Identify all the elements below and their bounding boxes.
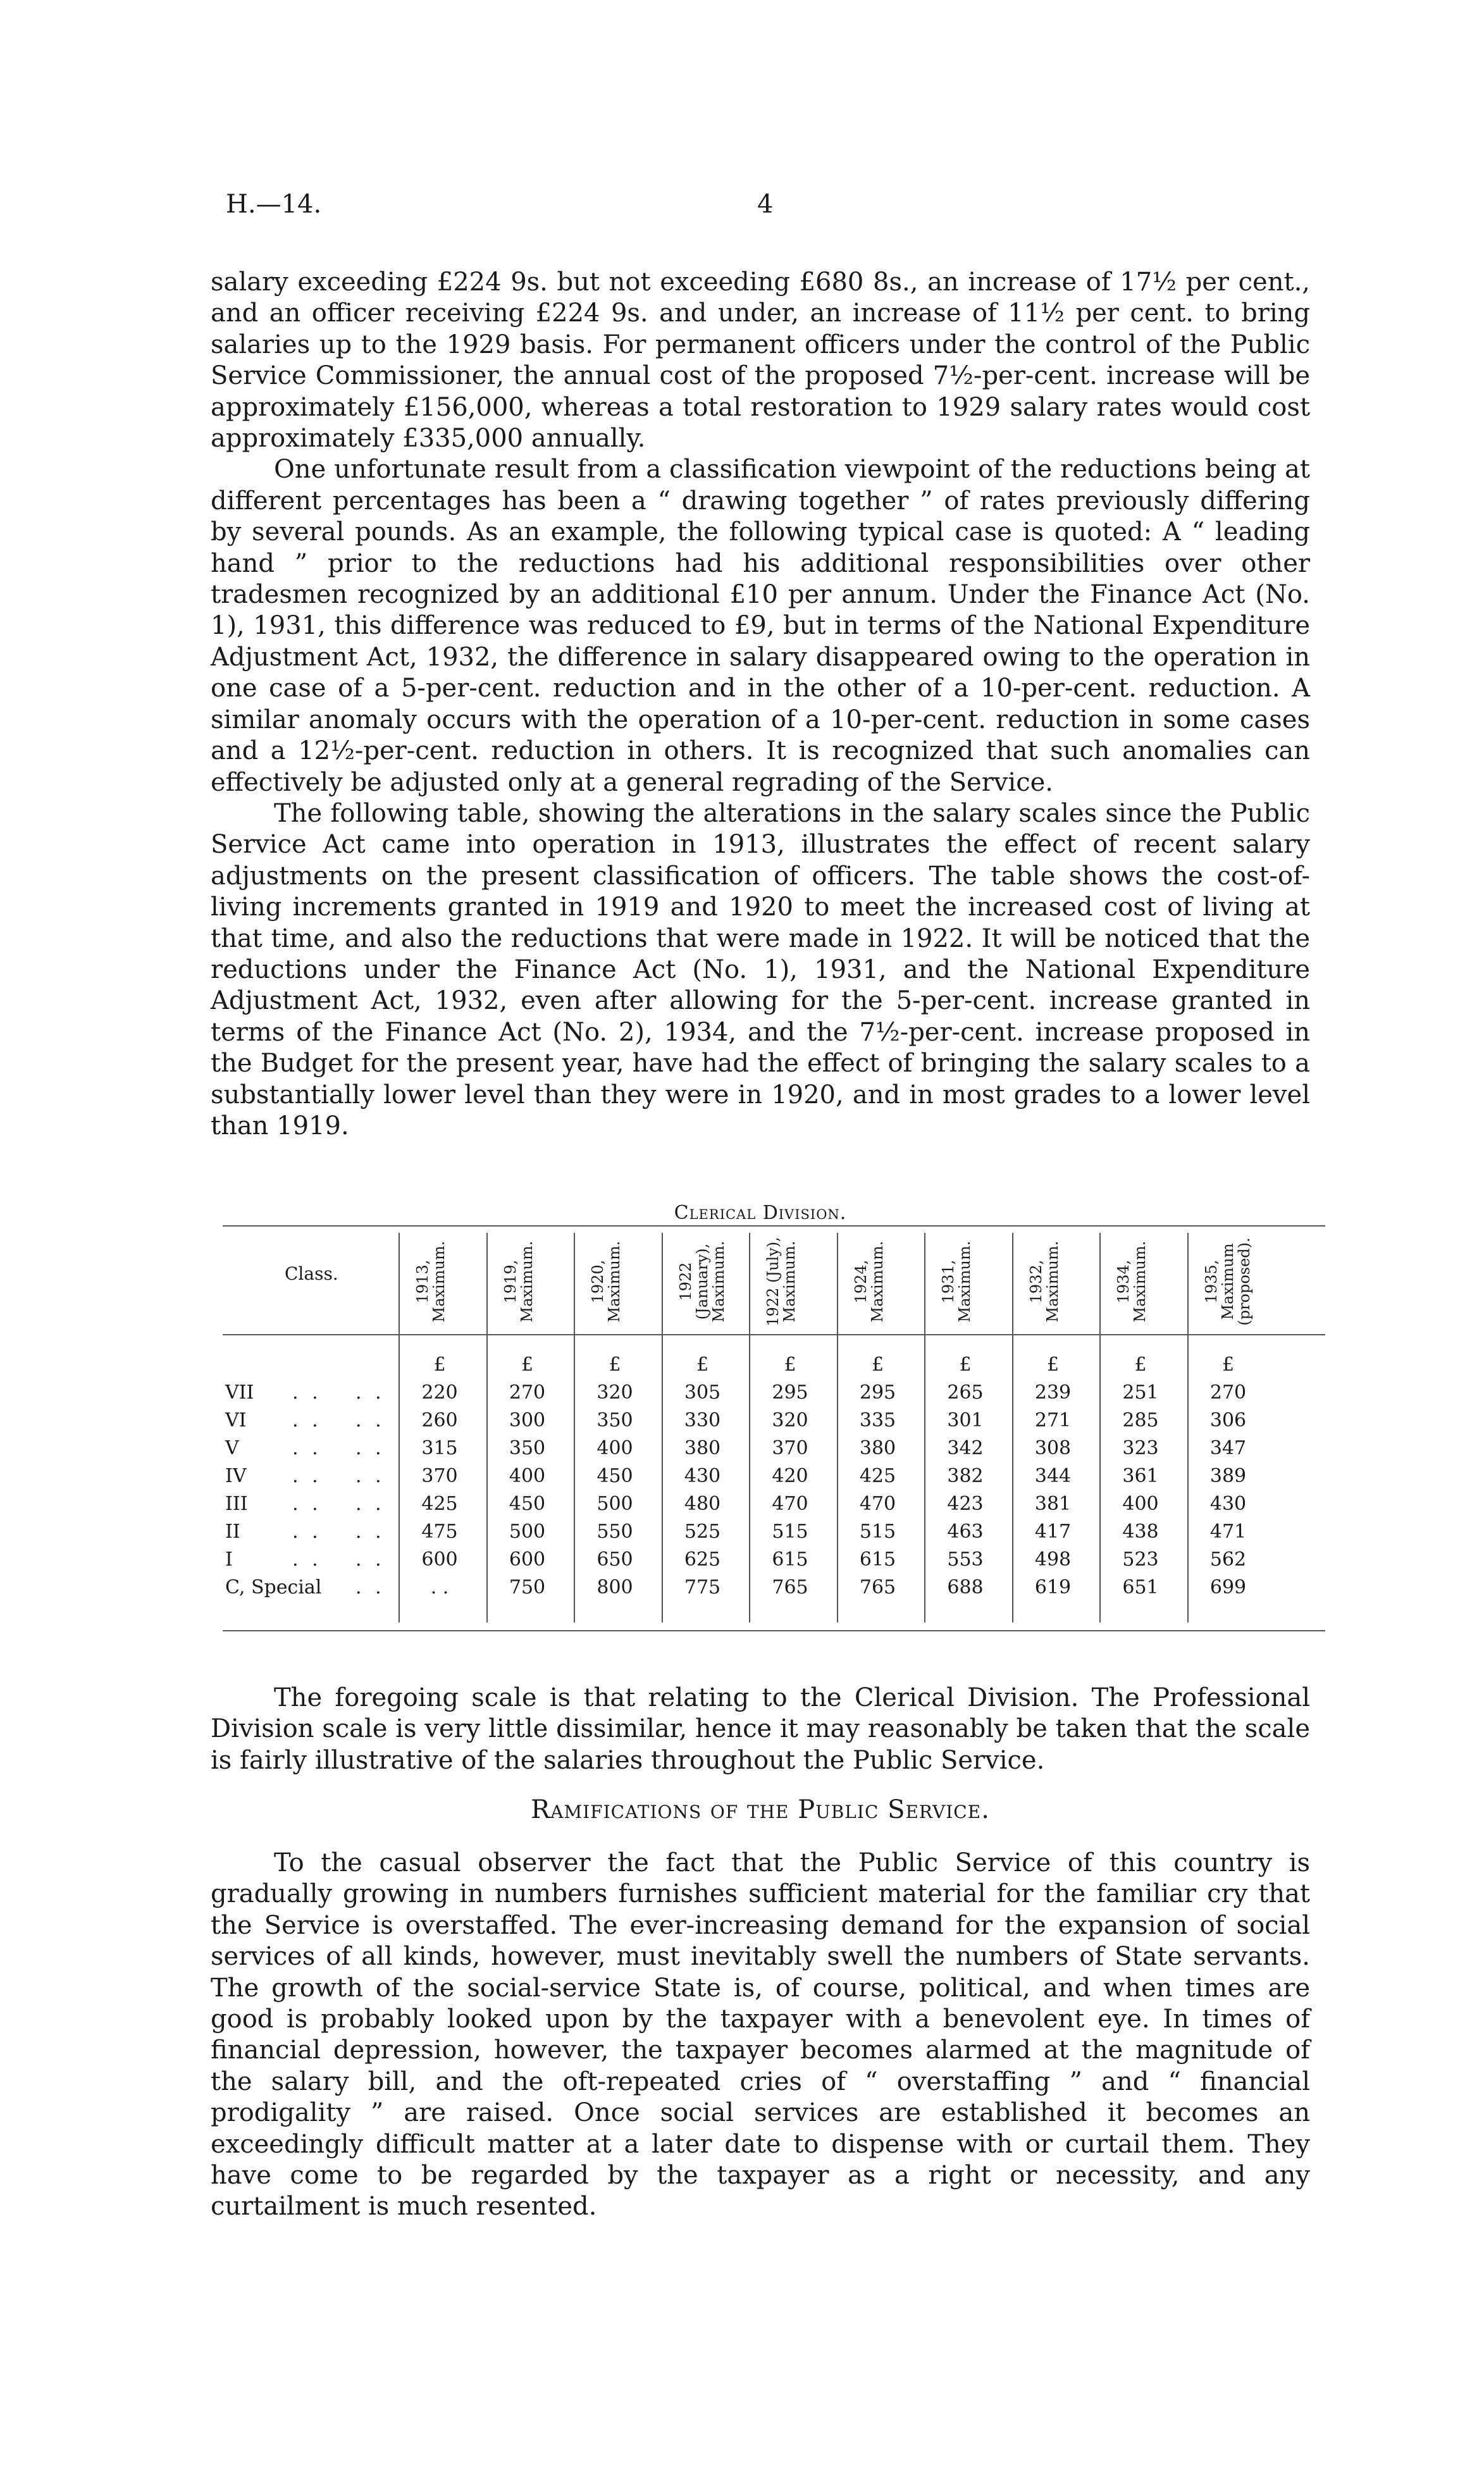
leader-dots: . .: [356, 1382, 385, 1404]
paragraph-foregoing-scale: The foregoing scale is that relating to the Clerical Division. The Professional Division scale is very little dissimilar, hence it may reasonably be taken that the scale is fairly illustrative of the salaries throughout the Public Service.: [211, 1683, 1310, 1775]
table-cell: 471: [1209, 1521, 1247, 1543]
page-number: 4: [757, 190, 774, 219]
table-cell: 775: [684, 1576, 721, 1598]
leader-dots: . .: [292, 1493, 322, 1515]
table-cell: 625: [684, 1549, 721, 1571]
leader-dots: . .: [356, 1493, 385, 1515]
class-label: VI: [225, 1409, 247, 1431]
currency-symbol: £: [521, 1354, 534, 1376]
table-cell: 430: [684, 1465, 721, 1487]
paragraph-anomalies: One unfortunate result from a classification viewpoint of the reductions being at different percentages has been a “ drawing together ” of rates previously differing by several pounds. As an example, the following typical case is quoted: A “ leading hand ” prior to the reductions had his additional responsibilities over other tradesmen recognized by an additional £10 per annum. Under the Finance Act (No. 1), 1931, this difference was reduced to £9, but in terms of the National Expenditure Adjustment Act, 1932, the difference in salary disappeared owing to the operation in one case of a 5-per-cent. reduction and in the other of a 10-per-cent. reduction. A similar anomaly occurs with the operation of a 10-per-cent. reduction in some cases and a 12½-per-cent. reduction in others. It is recognized that such anomalies can effectively be adjusted only at a general regrading of the Service.: [211, 455, 1310, 797]
table-cell: 450: [597, 1465, 633, 1487]
class-label: VII: [225, 1382, 254, 1404]
table-cell: 417: [1034, 1521, 1072, 1543]
table-cell: 650: [597, 1549, 633, 1571]
table-cell: 342: [947, 1437, 984, 1459]
table-cell: 425: [859, 1465, 896, 1487]
table-cell: 498: [1034, 1549, 1072, 1571]
table-cell: 380: [859, 1437, 896, 1459]
table-cell: 420: [772, 1465, 808, 1487]
table-cell: 251: [1122, 1382, 1159, 1404]
table-cell: 800: [597, 1576, 633, 1598]
body-text-top: [211, 267, 1310, 1142]
table-cell: 315: [421, 1437, 458, 1459]
table-cell: . .: [430, 1576, 449, 1598]
table-cell: 301: [947, 1409, 984, 1431]
table-cell: 260: [421, 1409, 458, 1431]
column-header: 1922 (July), Maximum.: [764, 1237, 798, 1326]
column-header: 1920, Maximum.: [589, 1240, 623, 1323]
class-column-header: Class.: [285, 1263, 338, 1284]
currency-symbol: £: [433, 1354, 446, 1376]
leader-dots: . .: [356, 1521, 385, 1543]
table-cell: 344: [1034, 1465, 1072, 1487]
table-cell: 320: [772, 1409, 808, 1431]
table-cell: 271: [1034, 1409, 1072, 1431]
table-cell: 306: [1209, 1409, 1247, 1431]
table-cell: 323: [1122, 1437, 1159, 1459]
leader-dots: . .: [356, 1409, 385, 1431]
table-cell: 615: [859, 1549, 896, 1571]
paragraph-continuation: salary exceeding £224 9s. but not exceeding £680 8s., an increase of 17½ per cent., and an officer receiving £224 9s. and under, an increase of 11½ per cent. to bring salaries up to the 1929 basis. For permanent officers under the control of the Public Service Commissioner, the annual cost of the proposed 7½-per-cent. increase will be approximately £156,000, whereas a total restoration to 1929 salary rates would cost approximately £335,000 annually.: [211, 268, 1310, 454]
table-cell: 239: [1034, 1382, 1072, 1404]
table-cell: 295: [859, 1382, 896, 1404]
table-cell: 270: [509, 1382, 546, 1404]
leader-dots: . .: [356, 1465, 385, 1487]
class-label: I: [225, 1549, 233, 1571]
class-label: II: [225, 1521, 240, 1543]
table-cell: 381: [1034, 1493, 1072, 1515]
table-bottom-rule: [223, 1630, 1325, 1631]
table-cell: 463: [947, 1521, 984, 1543]
salary-table: [223, 1225, 1325, 1630]
leader-dots: . .: [292, 1409, 322, 1431]
table-cell: 450: [509, 1493, 546, 1515]
column-header: 1935, Maximum (proposed).: [1202, 1237, 1253, 1326]
table-cell: 615: [772, 1549, 808, 1571]
table-cell: 600: [509, 1549, 546, 1571]
table-cell: 600: [421, 1549, 458, 1571]
column-rule: [1012, 1233, 1013, 1623]
currency-symbol: £: [1046, 1354, 1060, 1376]
table-cell: 270: [1209, 1382, 1247, 1404]
body-text-after-table: [211, 1683, 1310, 1776]
column-header: 1932, Maximum.: [1027, 1240, 1061, 1323]
table-cell: 295: [772, 1382, 808, 1404]
currency-symbol: £: [784, 1354, 796, 1376]
column-rule: [837, 1233, 838, 1623]
table-cell: 425: [421, 1493, 458, 1515]
column-header: 1922 (January), Maximum.: [676, 1240, 727, 1323]
table-cell: 500: [509, 1521, 546, 1543]
table-cell: 765: [772, 1576, 808, 1598]
column-rule: [486, 1233, 488, 1623]
table-cell: 562: [1209, 1549, 1247, 1571]
column-rule: [662, 1233, 663, 1623]
paragraph-ramifications: To the casual observer the fact that the Public Service of this country is gradually growing in numbers furnishes sufficient material for the familiar cry that the Service is overstaffed. The ever-increasing demand for the expansion of social services of all kinds, however, must inevitably swell the numbers of State servants. The growth of the social-service State is, of course, political, and when times are good is probably looked upon by the taxpayer with a benevolent eye. In times of financial depression, however, the taxpayer becomes alarmed at the magnitude of the salary bill, and the oft-repeated cries of “ overstaffing ” and “ financial prodigality ” are raised. Once social services are established it becomes an exceedingly difficult matter at a later date to dispense with or curtail them. They have come to be regarded by the taxpayer as a right or necessity, and any curtailment is much resented.: [211, 1848, 1310, 2222]
class-label: V: [225, 1437, 239, 1459]
column-header: 1919, Maximum.: [501, 1240, 536, 1323]
table-cell: 380: [684, 1437, 721, 1459]
column-rule: [574, 1233, 575, 1623]
table-cell: 688: [947, 1576, 984, 1598]
table-cell: 470: [859, 1493, 896, 1515]
table-cell: 350: [597, 1409, 633, 1431]
table-cell: 320: [597, 1382, 633, 1404]
table-cell: 750: [509, 1576, 546, 1598]
table-cell: 480: [684, 1493, 721, 1515]
table-cell: 475: [421, 1521, 458, 1543]
table-cell: 553: [947, 1549, 984, 1571]
table-cell: 400: [1122, 1493, 1159, 1515]
section-heading: Ramifications of the Public Service.: [531, 1795, 990, 1824]
document-reference: H.—14.: [226, 190, 322, 219]
currency-symbol: £: [959, 1354, 972, 1376]
leader-dots: . .: [292, 1521, 322, 1543]
table-cell: 651: [1122, 1576, 1159, 1598]
table-cell: 423: [947, 1493, 984, 1515]
table-cell: 370: [772, 1437, 808, 1459]
table-cell: 265: [947, 1382, 984, 1404]
table-cell: 300: [509, 1409, 546, 1431]
table-cell: 619: [1034, 1576, 1072, 1598]
leader-dots: . .: [292, 1465, 322, 1487]
table-cell: 305: [684, 1382, 721, 1404]
leader-dots: . .: [356, 1576, 385, 1598]
column-header: 1924, Maximum.: [851, 1240, 886, 1323]
table-cell: 330: [684, 1409, 721, 1431]
table-cell: 430: [1209, 1493, 1247, 1515]
column-header: 1931, Maximum.: [939, 1240, 974, 1323]
table-cell: 525: [684, 1521, 721, 1543]
table-cell: 370: [421, 1465, 458, 1487]
column-rule: [924, 1233, 925, 1623]
body-text-section: [211, 1848, 1310, 2223]
currency-symbol: £: [1221, 1354, 1235, 1376]
table-title: Clerical Division.: [674, 1202, 847, 1224]
table-header-rule: [223, 1334, 1325, 1335]
column-header: 1934, Maximum.: [1115, 1240, 1149, 1323]
class-label: IV: [225, 1465, 247, 1487]
table-cell: 308: [1034, 1437, 1072, 1459]
currency-symbol: £: [871, 1354, 884, 1376]
leader-dots: . .: [292, 1549, 322, 1571]
paragraph-table-intro: The following table, showing the alterations in the salary scales since the Public Service Act came into operation in 1913, illustrates the effect of recent salary adjustments on the present classification of officers. The table shows the cost-of-living increments granted in 1919 and 1920 to meet the increased cost of living at that time, and also the reductions that were made in 1922. It will be noticed that the reductions under the Finance Act (No. 1), 1931, and the National Expenditure Adjustment Act, 1932, even after allowing for the 5-per-cent. increase granted in terms of the Finance Act (No. 2), 1934, and the 7½-per-cent. increase proposed in the Budget for the present year, have had the effect of bringing the salary scales to a substantially lower level than they were in 1920, and in most grades to a lower level than 1919.: [211, 798, 1310, 1141]
currency-symbol: £: [1134, 1354, 1147, 1376]
page-header: [226, 190, 1314, 228]
table-cell: 523: [1122, 1549, 1159, 1571]
table-cell: 765: [859, 1576, 896, 1598]
table-cell: 699: [1209, 1576, 1247, 1598]
table-cell: 335: [859, 1409, 896, 1431]
currency-symbol: £: [696, 1354, 709, 1376]
table-cell: 382: [947, 1465, 984, 1487]
class-label: III: [225, 1493, 248, 1515]
column-rule: [749, 1233, 750, 1623]
table-cell: 220: [421, 1382, 458, 1404]
table-cell: 350: [509, 1437, 546, 1459]
table-cell: 347: [1209, 1437, 1247, 1459]
column-rule: [1187, 1233, 1189, 1623]
leader-dots: . .: [356, 1437, 385, 1459]
class-label: C, Special: [225, 1576, 322, 1598]
column-rule: [1099, 1233, 1101, 1623]
table-cell: 361: [1122, 1465, 1159, 1487]
column-rule: [399, 1233, 400, 1623]
table-cell: 400: [509, 1465, 546, 1487]
table-cell: 550: [597, 1521, 633, 1543]
table-top-rule: [223, 1225, 1325, 1227]
table-cell: 515: [772, 1521, 808, 1543]
currency-symbol: £: [609, 1354, 621, 1376]
table-cell: 515: [859, 1521, 896, 1543]
leader-dots: . .: [292, 1437, 322, 1459]
table-cell: 285: [1122, 1409, 1159, 1431]
leader-dots: . .: [292, 1382, 322, 1404]
table-cell: 389: [1209, 1465, 1247, 1487]
table-cell: 438: [1122, 1521, 1159, 1543]
table-cell: 470: [772, 1493, 808, 1515]
column-header: 1913, Maximum.: [414, 1240, 448, 1323]
leader-dots: . .: [356, 1549, 385, 1571]
table-cell: 400: [597, 1437, 633, 1459]
table-cell: 500: [597, 1493, 633, 1515]
